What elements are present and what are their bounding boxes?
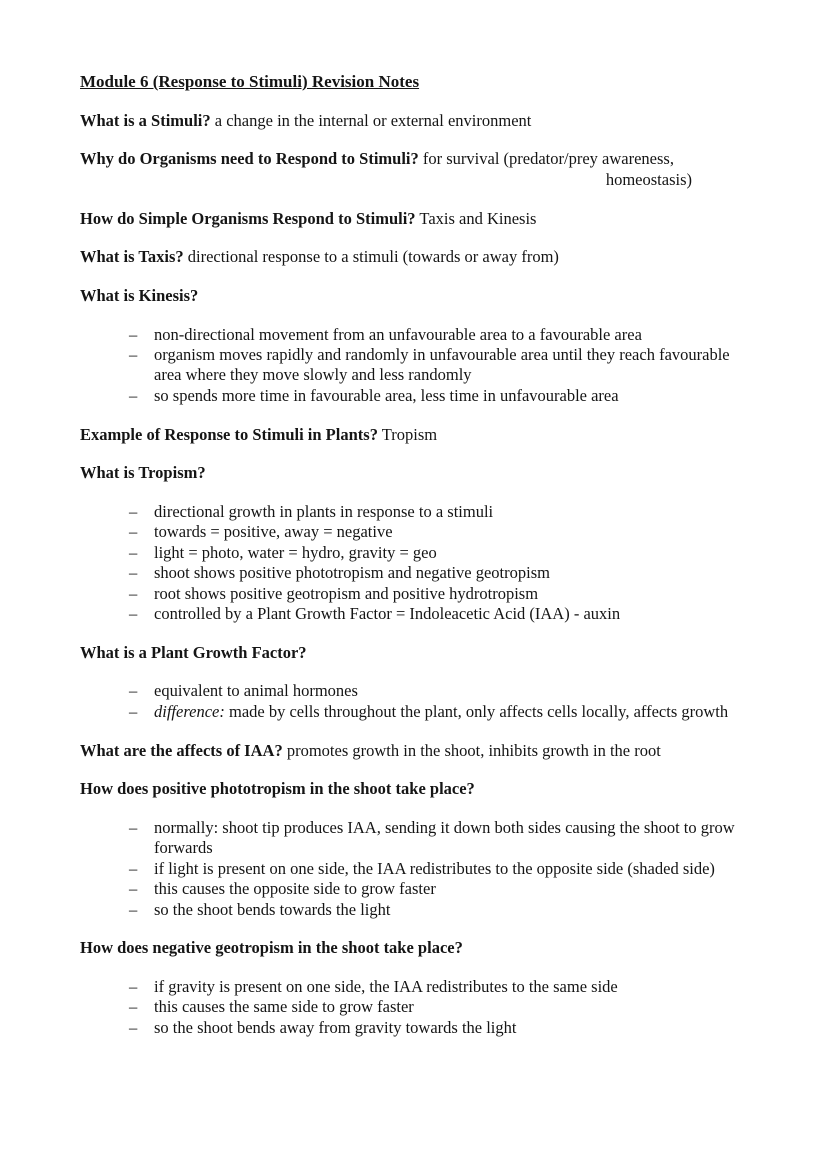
bullet-line: root shows positive geotropism and positive hydrotropism — [154, 583, 539, 603]
bullet-item-text — [154, 977, 750, 997]
bullet-item-text — [154, 997, 750, 1017]
bullet-item-text — [154, 543, 750, 563]
bullet-item-text — [154, 563, 750, 583]
dash-bullet-icon: – — [129, 976, 138, 996]
bullet-item — [129, 702, 750, 722]
bullet-item — [129, 1018, 750, 1038]
question-text: How does positive phototropism in the shoot take place? — [80, 779, 475, 799]
bullet-item — [129, 502, 750, 522]
bullet-item — [129, 386, 750, 406]
answer-text: for survival (predator/prey awareness, — [422, 149, 674, 169]
bullet-item — [129, 997, 750, 1017]
dash-bullet-icon: – — [129, 563, 138, 583]
bullet-line — [154, 702, 750, 722]
dash-bullet-icon: – — [129, 522, 138, 542]
bullet-line: organism moves rapidly and randomly in unfavourable area until they reach favourable — [154, 345, 730, 365]
question-text: What is Kinesis? — [80, 285, 199, 305]
bullet-item — [129, 681, 750, 701]
answer-continuation-line: homeostasis) — [605, 169, 692, 189]
bullet-item — [129, 604, 750, 624]
bullet-item — [129, 977, 750, 997]
qa-paragraph — [80, 247, 750, 267]
qa-paragraph — [80, 463, 750, 483]
italic-lead-text: difference: — [154, 701, 225, 721]
dash-bullet-icon: – — [129, 583, 138, 603]
question-text: How do Simple Organisms Respond to Stimuli? — [80, 208, 416, 228]
dash-bullet-icon: – — [129, 603, 138, 623]
document-body — [80, 111, 750, 1038]
bullet-line: so the shoot bends towards the light — [154, 899, 391, 919]
qa-paragraph — [80, 286, 750, 306]
bullet-list — [129, 681, 750, 722]
qa-paragraph — [80, 149, 750, 190]
question-text: Example of Response to Stimuli in Plants? — [80, 424, 378, 444]
question-text: What is a Plant Growth Factor? — [80, 642, 307, 662]
bullet-item-text — [154, 386, 750, 406]
bullet-line: non-directional movement from an unfavourable area to a favourable area — [154, 324, 642, 344]
dash-bullet-icon: – — [129, 899, 138, 919]
bullet-item-text — [154, 879, 750, 899]
bullet-list — [129, 818, 750, 920]
qa-paragraph — [80, 779, 750, 799]
question-text: What is Tropism? — [80, 463, 206, 483]
bullet-line: equivalent to animal hormones — [154, 681, 358, 701]
dash-bullet-icon: – — [129, 879, 138, 899]
bullet-item — [129, 563, 750, 583]
question-text: What is a Stimuli? — [80, 110, 211, 130]
dash-bullet-icon: – — [129, 1017, 138, 1037]
qa-paragraph — [80, 741, 750, 761]
dash-bullet-icon: – — [129, 542, 138, 562]
bullet-line: normally: shoot tip produces IAA, sending it down both sides causing the shoot to grow — [154, 817, 735, 837]
bullet-line-text: made by cells throughout the plant, only affects cells locally, affects growth — [228, 701, 729, 721]
dash-bullet-icon: – — [129, 701, 138, 721]
answer-text: directional response to a stimuli (towards or away from) — [187, 247, 559, 267]
dash-bullet-icon: – — [129, 681, 138, 701]
bullet-item — [129, 345, 750, 386]
bullet-item-text — [154, 1018, 750, 1038]
bullet-list — [129, 325, 750, 407]
bullet-item-text — [154, 900, 750, 920]
qa-paragraph — [80, 938, 750, 958]
dash-bullet-icon: – — [129, 817, 138, 837]
bullet-line: directional growth in plants in response to a stimuli — [154, 501, 494, 521]
bullet-list — [129, 502, 750, 624]
bullet-item-text — [154, 604, 750, 624]
dash-bullet-icon: – — [129, 324, 138, 344]
bullet-item-text — [154, 818, 750, 859]
qa-paragraph — [80, 111, 750, 131]
bullet-item-text — [154, 702, 750, 722]
answer-text: Taxis and Kinesis — [419, 208, 537, 228]
bullet-item-text — [154, 681, 750, 701]
bullet-line: this causes the opposite side to grow faster — [154, 879, 436, 899]
bullet-line: forwards — [154, 838, 213, 858]
bullet-line: towards = positive, away = negative — [154, 522, 393, 542]
bullet-item — [129, 325, 750, 345]
bullet-item-text — [154, 584, 750, 604]
bullet-line: shoot shows positive phototropism and negative geotropism — [154, 563, 550, 583]
bullet-line: this causes the same side to grow faster — [154, 997, 414, 1017]
dash-bullet-icon: – — [129, 858, 138, 878]
bullet-line: so spends more time in favourable area, less time in unfavourable area — [154, 385, 619, 405]
bullet-list — [129, 977, 750, 1038]
question-text: Why do Organisms need to Respond to Stimuli? — [80, 149, 419, 169]
bullet-item — [129, 522, 750, 542]
question-text: What is Taxis? — [80, 247, 184, 267]
bullet-item-text — [154, 502, 750, 522]
answer-text: Tropism — [381, 424, 438, 444]
bullet-item-text — [154, 325, 750, 345]
dash-bullet-icon: – — [129, 501, 138, 521]
bullet-line: area where they move slowly and less randomly — [154, 365, 472, 385]
dash-bullet-icon: – — [129, 385, 138, 405]
bullet-line: light = photo, water = hydro, gravity = geo — [154, 542, 437, 562]
question-text: How does negative geotropism in the shoot take place? — [80, 938, 463, 958]
dash-bullet-icon: – — [129, 345, 138, 365]
answer-text: a change in the internal or external environment — [214, 110, 532, 130]
qa-paragraph — [80, 209, 750, 229]
dash-bullet-icon: – — [129, 997, 138, 1017]
bullet-item — [129, 543, 750, 563]
qa-paragraph — [80, 425, 750, 445]
bullet-line: if gravity is present on one side, the IAA redistributes to the same side — [154, 976, 618, 996]
bullet-line: controlled by a Plant Growth Factor = Indoleacetic Acid (IAA) - auxin — [154, 603, 621, 623]
bullet-line: so the shoot bends away from gravity towards the light — [154, 1017, 517, 1037]
bullet-item — [129, 879, 750, 899]
answer-text: promotes growth in the shoot, inhibits growth in the root — [286, 740, 661, 760]
question-text: What are the affects of IAA? — [80, 740, 283, 760]
bullet-item-text — [154, 522, 750, 542]
bullet-item — [129, 584, 750, 604]
qa-paragraph — [80, 643, 750, 663]
bullet-item-text — [154, 345, 750, 386]
bullet-line: if light is present on one side, the IAA redistributes to the opposite side (shaded side) — [154, 858, 715, 878]
bullet-item — [129, 818, 750, 859]
document-title: Module 6 (Response to Stimuli) Revision Notes — [80, 72, 420, 91]
bullet-item-text — [154, 859, 750, 879]
bullet-item — [129, 859, 750, 879]
bullet-item — [129, 900, 750, 920]
